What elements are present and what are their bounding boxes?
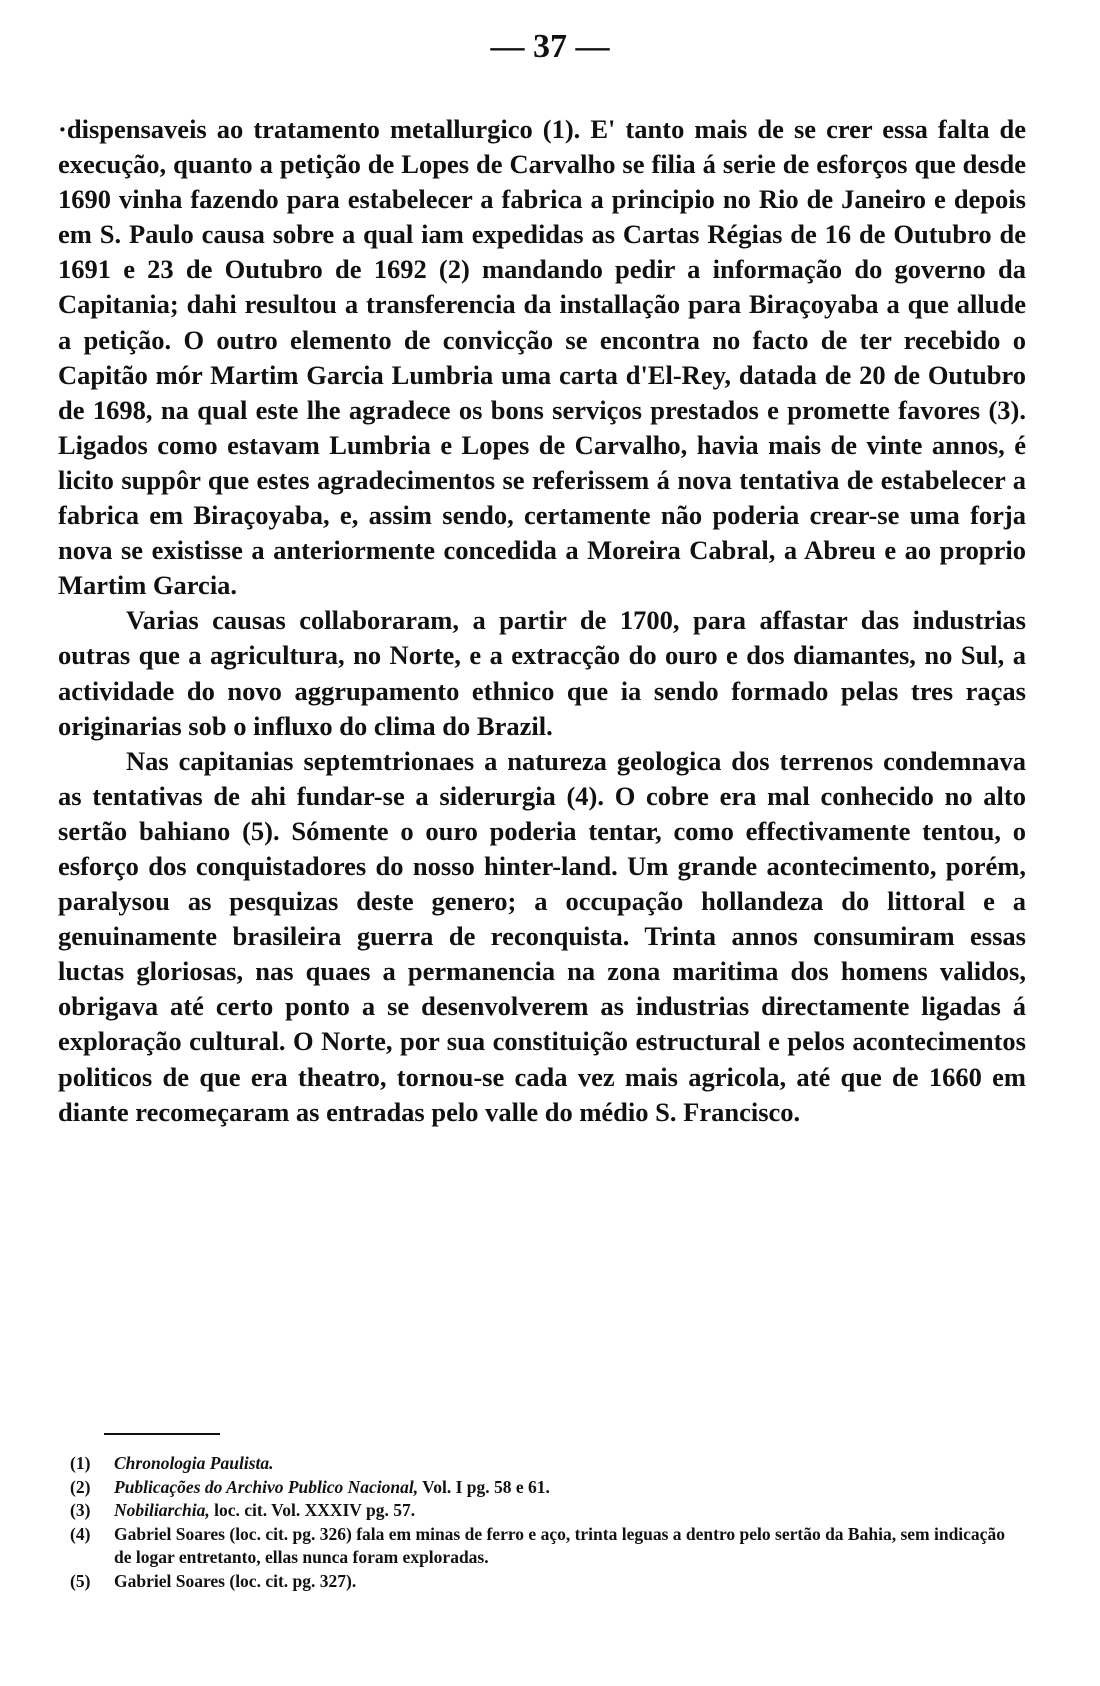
footnote-number: (3) <box>70 1500 91 1521</box>
footnote-text: loc. cit. Vol. XXXIV pg. 57. <box>209 1500 416 1521</box>
page-number: — 37 — <box>490 28 610 65</box>
footnote-2 <box>58 1476 1026 1500</box>
footnotes <box>58 1452 1026 1594</box>
paragraph-3: Nas capitanias septemtrionaes a natureza geologica dos terrenos condemnava as tentativas de ahi fundar-se a siderurgia (4). O cobre era mal conhecido no alto sertão bahiano (5). Sómente o ouro poderia tentar, como effectivamente tentou, o esforço dos conquistadores do nosso hinter-land. Um grande acontecimento, porém, paralysou as pesquizas deste genero; a occupação hollandeza do littoral e a genuinamente brasileira guerra de reconquista. Trinta annos consumiram essas luctas gloriosas, nas quaes a permanencia na zona maritima dos homens validos, obrigava até certo ponto a se desenvolverem as industrias directamente ligadas á exploração cultural. O Norte, por sua constituição estructural e pelos acontecimentos politicos de que era theatro, tornou-se cada vez mais agricola, até que de 1660 em diante recomeçaram as entradas pelo valle do médio S. Francisco. <box>58 745 1026 1127</box>
footnote-3 <box>58 1499 1026 1523</box>
paragraph-1: ·dispensaveis ao tratamento metallurgico (1). E' tanto mais de se crer essa falta de execução, quanto a petição de Lopes de Carvalho se filia á serie de esforços que desde 1690 vinha fazendo para estabelecer a fabrica a principio no Rio de Janeiro e depois em S. Paulo causa sobre a qual iam expedidas as Cartas Régias de 16 de Outubro de 1691 e 23 de Outubro de 1692 (2) mandando pedir a informação do governo da Capitania; dahi resultou a transferencia da installação para Biraçoyaba a que allude a petição. O outro elemento de convicção se encontra no facto de ter recebido o Capitão mór Martim Garcia Lumbria uma carta d'El-Rey, datada de 20 de Outubro de 1698, na qual este lhe agradece os bons serviços prestados e promette favores (3). Ligados como estavam Lumbria e Lopes de Carvalho, havia mais de vinte annos, é licito suppôr que estes agradecimentos se referissem á nova tentativa de estabelecer a fabrica em Biraçoyaba, e, assim sendo, certamente não poderia crear-se uma forja nova se existisse a anteriormente concedida a Moreira Cabral, a Abreu e ao proprio Martim Garcia. <box>58 114 1026 601</box>
footnote-text: Vol. I pg. 58 e 61. <box>418 1476 550 1497</box>
footnote-number: (4) <box>70 1523 91 1544</box>
footnote-4 <box>58 1523 1026 1570</box>
footnote-title: Chronologia Paulista. <box>114 1453 274 1473</box>
footnote-number: (1) <box>70 1453 91 1473</box>
footnote-divider <box>104 1433 220 1435</box>
footnote-5 <box>58 1570 1026 1594</box>
footnote-text: Gabriel Soares (loc. cit. pg. 326) fala em minas de ferro e aço, trinta leguas a dentro pelo sertão da Bahia, sem indicação de logar entretanto, ellas nunca foram exploradas. <box>114 1523 1005 1568</box>
footnote-title: Publicações do Archivo Publico Nacional, <box>114 1476 419 1497</box>
footnote-text: Gabriel Soares (loc. cit. pg. 327). <box>114 1570 357 1591</box>
paragraph-2: Varias causas collaboraram, a partir de 1700, para affastar das industrias outras que a agricultura, no Norte, e a extracção do ouro e dos diamantes, no Sul, a actividade do novo aggrupamento ethnico que ia sendo formado pelas tres raças originarias sob o influxo do clima do Brazil. <box>58 605 1026 741</box>
footnote-title: Nobiliarchia, <box>114 1500 210 1521</box>
footnote-number: (5) <box>70 1570 91 1591</box>
footnote-number: (2) <box>70 1476 91 1497</box>
footnote-1 <box>58 1452 1026 1476</box>
main-text <box>58 112 1026 1130</box>
